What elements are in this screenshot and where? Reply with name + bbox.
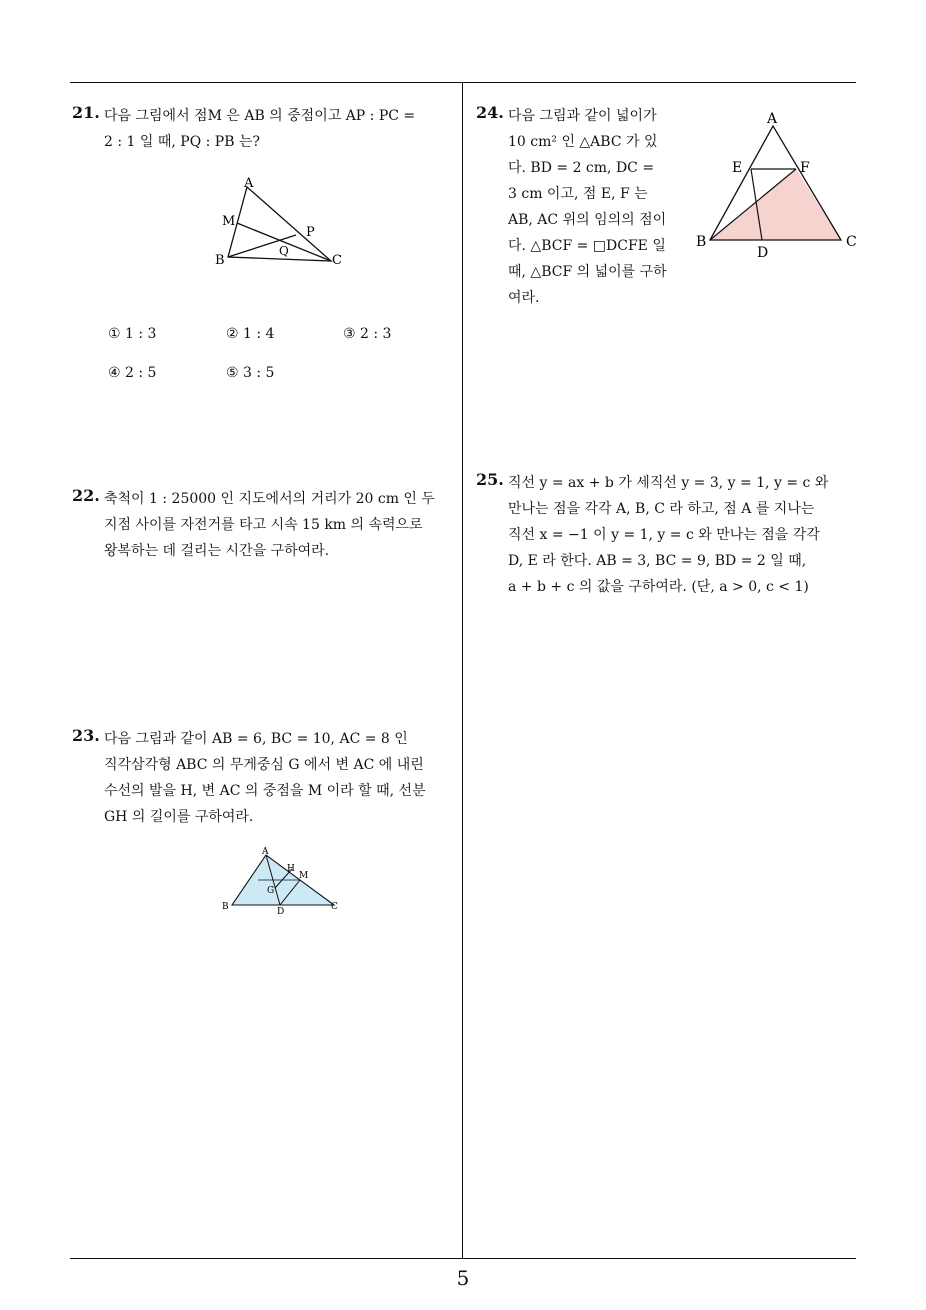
q21-figure: [215, 175, 355, 270]
q23-label-b: B: [222, 902, 229, 912]
bottom-rule: [70, 1258, 856, 1259]
q23-line3: 수선의 발을 H, 변 AC 의 중점을 M 이라 할 때, 선분: [104, 783, 426, 799]
q23-label-d: D: [277, 907, 285, 917]
q25-line3: 직선 x = −1 이 y = 1, y = c 와 만나는 점을 각각: [508, 527, 820, 543]
q25-line4: D, E 라 한다. AB = 3, BC = 9, BD = 2 일 때,: [508, 553, 807, 569]
q23-line4: GH 의 길이를 구하여라.: [104, 809, 254, 825]
q22-number: 22.: [72, 486, 100, 505]
q23-label-a: A: [262, 847, 269, 857]
q23-line1: 다음 그림과 같이 AB = 6, BC = 10, AC = 8 인: [104, 731, 408, 747]
q24-text: [508, 103, 683, 311]
q24-line1: 다음 그림과 같이 넓이가: [508, 108, 657, 124]
q21-label-a: A: [244, 176, 254, 191]
q24-line8: 여라.: [508, 290, 540, 306]
q22-line1: 축척이 1 : 25000 인 지도에서의 거리가 20 cm 인 두: [104, 491, 435, 507]
q25-text: [508, 470, 860, 600]
q21-line1: 다음 그림에서 점M 은 AB 의 중점이고 AP : PC =: [104, 108, 416, 124]
q23-label-h: H: [287, 864, 295, 874]
q23-label-m: M: [299, 871, 309, 881]
q23-figure: [220, 845, 350, 915]
q24-line2: 10 cm² 인 △ABC 가 있: [508, 134, 658, 150]
q24-line3: 다. BD = 2 cm, DC =: [508, 160, 655, 176]
q21-choice-4[interactable]: ④ 2 : 5: [108, 365, 157, 381]
q21-label-q: Q: [279, 244, 289, 258]
q23-label-g: G: [267, 886, 275, 896]
top-rule: [70, 82, 856, 83]
q21-label-p: P: [306, 225, 315, 240]
q25-line2: 만나는 점을 각각 A, B, C 라 하고, 점 A 를 지나는: [508, 501, 815, 517]
q24-line5: AB, AC 위의 임의의 점이: [508, 212, 667, 228]
q22-line2: 지점 사이를 자전거를 타고 시속 15 km 의 속력으로: [104, 517, 423, 533]
q21-line2: 2 : 1 일 때, PQ : PB 는?: [104, 134, 260, 150]
q24-label-a: A: [767, 111, 778, 127]
q25-number: 25.: [476, 470, 504, 489]
q21-label-c: C: [332, 253, 342, 268]
q21-choice-5[interactable]: ⑤ 3 : 5: [226, 365, 275, 381]
q24-line6: 다. △BCF = □DCFE 일: [508, 238, 666, 254]
q23-text: [104, 726, 456, 830]
q23-label-c: C: [331, 902, 338, 912]
q21-label-b: B: [215, 253, 225, 268]
q24-label-e: E: [732, 160, 743, 176]
q22-text: [104, 486, 456, 564]
q21-choice-2[interactable]: ② 1 : 4: [226, 326, 275, 342]
q24-label-f: F: [800, 160, 810, 176]
q24-label-b: B: [696, 234, 707, 250]
q24-label-d: D: [757, 245, 769, 261]
q24-number: 24.: [476, 103, 504, 122]
q23-number: 23.: [72, 726, 100, 745]
column-divider: [462, 82, 463, 1258]
q23-line2: 직각삼각형 ABC 의 무게중심 G 에서 변 AC 에 내린: [104, 757, 424, 773]
page-number: 5: [456, 1266, 470, 1290]
q25-line1: 직선 y = ax + b 가 세직선 y = 3, y = 1, y = c 와: [508, 475, 829, 491]
q24-line7: 때, △BCF 의 넓이를 구하: [508, 264, 667, 280]
q22-line3: 왕복하는 데 걸리는 시간을 구하여라.: [104, 543, 330, 559]
q24-figure: [694, 106, 864, 266]
q21-text: [104, 103, 456, 155]
q21-label-m: M: [222, 214, 236, 229]
q21-number: 21.: [72, 103, 100, 122]
q21-choice-1[interactable]: ① 1 : 3: [108, 326, 157, 342]
q25-line5: a + b + c 의 값을 구하여라. (단, a > 0, c < 1): [508, 579, 809, 595]
q24-line4: 3 cm 이고, 점 E, F 는: [508, 186, 648, 202]
q21-choice-3[interactable]: ③ 2 : 3: [343, 326, 392, 342]
q24-label-c: C: [846, 234, 857, 250]
